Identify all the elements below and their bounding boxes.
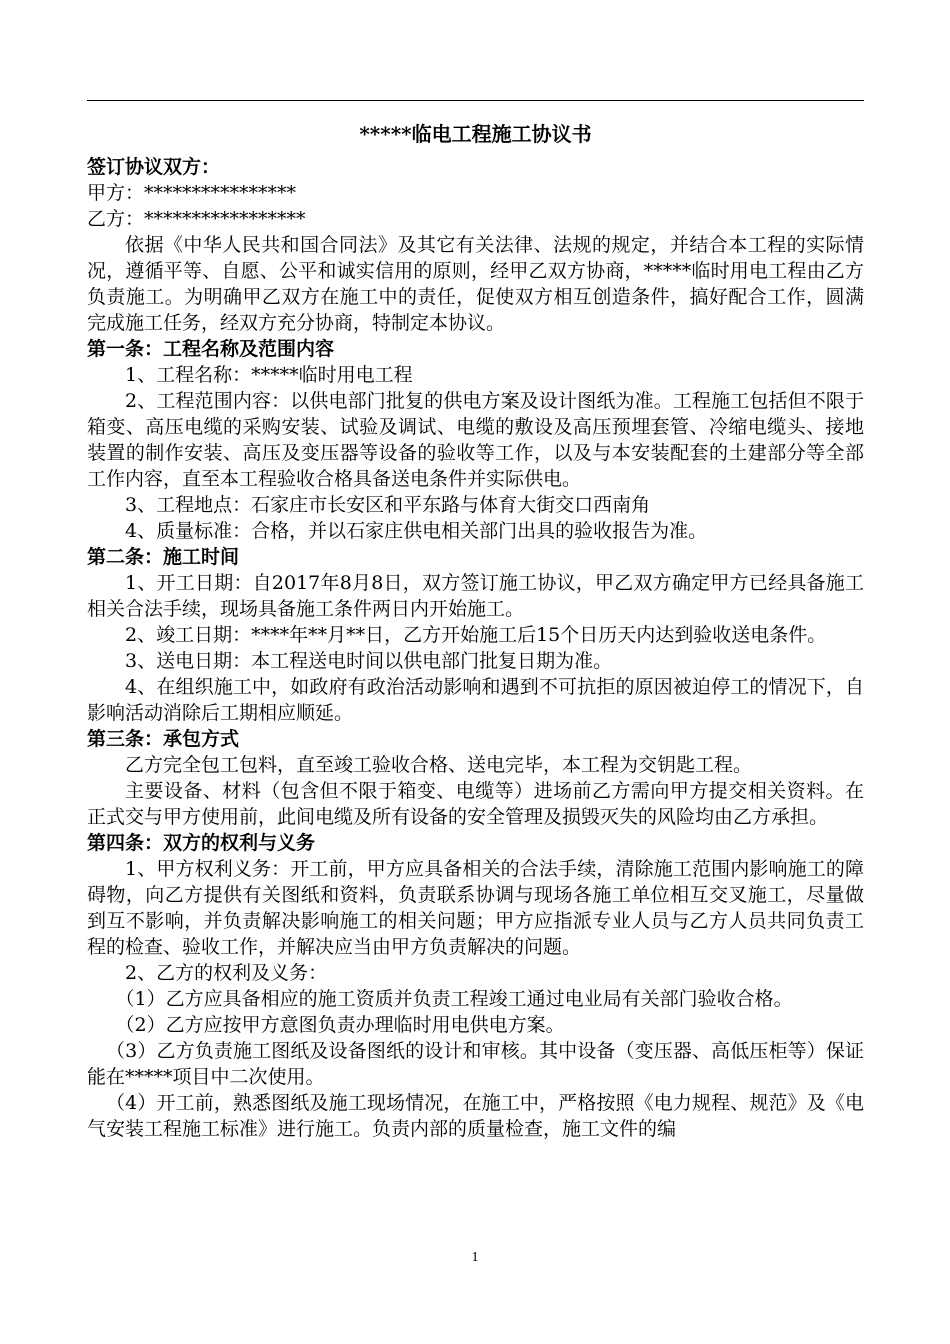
article-2-item: 2、竣工日期：****年**月**日，乙方开始施工后15个日历天内达到验收送电条件。 (125, 624, 827, 646)
article-2-heading: 第二条：施工时间 (87, 546, 240, 568)
article-1-item: 2、工程范围内容：以供电部门批复的供电方案及设计图纸为准。工程施工包括但不限于箱变、高压电缆的采购安装、试验及调试、电缆的敷设及高压预埋套管、冷缩电缆头、接地装置的制作安装、高压及变压器等设备的验收等工作，以及与本安装配套的土建部分等全部工作内容，直至本工程验收合格具备送电条件并实际供电。 (87, 390, 864, 490)
article-4-subitem: （3）乙方负责施工图纸及设备图纸的设计和审核。其中设备（变压器、高低压柜等）保证能在*****项目中二次使用。 (87, 1040, 864, 1088)
party-b: 乙方：***************** (87, 208, 306, 230)
article-4-item-2: 2、乙方的权利及义务： (125, 962, 328, 984)
intro-paragraph: 依据《中华人民共和国合同法》及其它有关法律、法规的规定，并结合本工程的实际情况，遵循平等、自愿、公平和诚实信用的原则，经甲乙双方协商，*****临时用电工程由乙方负责施工。为明确甲乙双方在施工中的责任，促使双方相互创造条件，搞好配合工作，圆满完成施工任务，经双方充分协商，特制定本协议。 (87, 234, 864, 334)
document-title: *****临电工程施工协议书 (359, 122, 592, 146)
article-2-item: 1、开工日期：自2017年8月8日，双方签订施工协议，甲乙双方确定甲方已经具备施工相关合法手续，现场具备施工条件两日内开始施工。 (87, 572, 864, 620)
article-2-item: 3、送电日期：本工程送电时间以供电部门批复日期为准。 (125, 650, 613, 672)
article-1-item: 1、工程名称：*****临时用电工程 (125, 364, 413, 386)
article-3-item: 主要设备、材料（包含但不限于箱变、电缆等）进场前乙方需向甲方提交相关资料。在正式交与甲方使用前，此间电缆及所有设备的安全管理及损毁灭失的风险均由乙方承担。 (87, 780, 864, 828)
header-rule (87, 100, 864, 101)
article-4-heading: 第四条：双方的权利与义务 (87, 832, 316, 854)
article-1-item: 3、工程地点：石家庄市长安区和平东路与体育大街交口西南角 (125, 494, 651, 516)
article-1-heading: 第一条：工程名称及范围内容 (87, 338, 335, 360)
article-4-subitem: （4）开工前，熟悉图纸及施工现场情况，在施工中，严格按照《电力规程、规范》及《电气安装工程施工标准》进行施工。负责内部的质量检查，施工文件的编 (87, 1092, 864, 1140)
parties-heading: 签订协议双方： (87, 156, 221, 178)
article-2-item: 4、在组织施工中，如政府有政治活动影响和遇到不可抗拒的原因被迫停工的情况下，自影响活动消除后工期相应顺延。 (87, 676, 864, 724)
page-number: 1 (471, 1250, 479, 1265)
document-body (87, 118, 864, 1142)
article-1-item: 4、质量标准：合格，并以石家庄供电相关部门出具的验收报告为准。 (125, 520, 708, 542)
article-4-subitem: （1）乙方应具备相应的施工资质并负责工程竣工通过电业局有关部门验收合格。 (115, 988, 793, 1010)
party-a: 甲方：**************** (87, 182, 297, 204)
article-3-item: 乙方完全包工包料，直至竣工验收合格、送电完毕，本工程为交钥匙工程。 (125, 754, 753, 776)
article-4-item-1: 1、甲方权利义务：开工前，甲方应具备相关的合法手续，清除施工范围内影响施工的障碍物，向乙方提供有关图纸和资料，负责联系协调与现场各施工单位相互交叉施工，尽量做到互不影响，并负责解决影响施工的相关问题；甲方应指派专业人员与乙方人员共同负责工程的检查、验收工作，并解决应当由甲方负责解决的问题。 (87, 858, 864, 958)
article-4-subitem: （2）乙方应按甲方意图负责办理临时用电供电方案。 (115, 1014, 565, 1036)
article-3-heading: 第三条：承包方式 (87, 728, 240, 750)
